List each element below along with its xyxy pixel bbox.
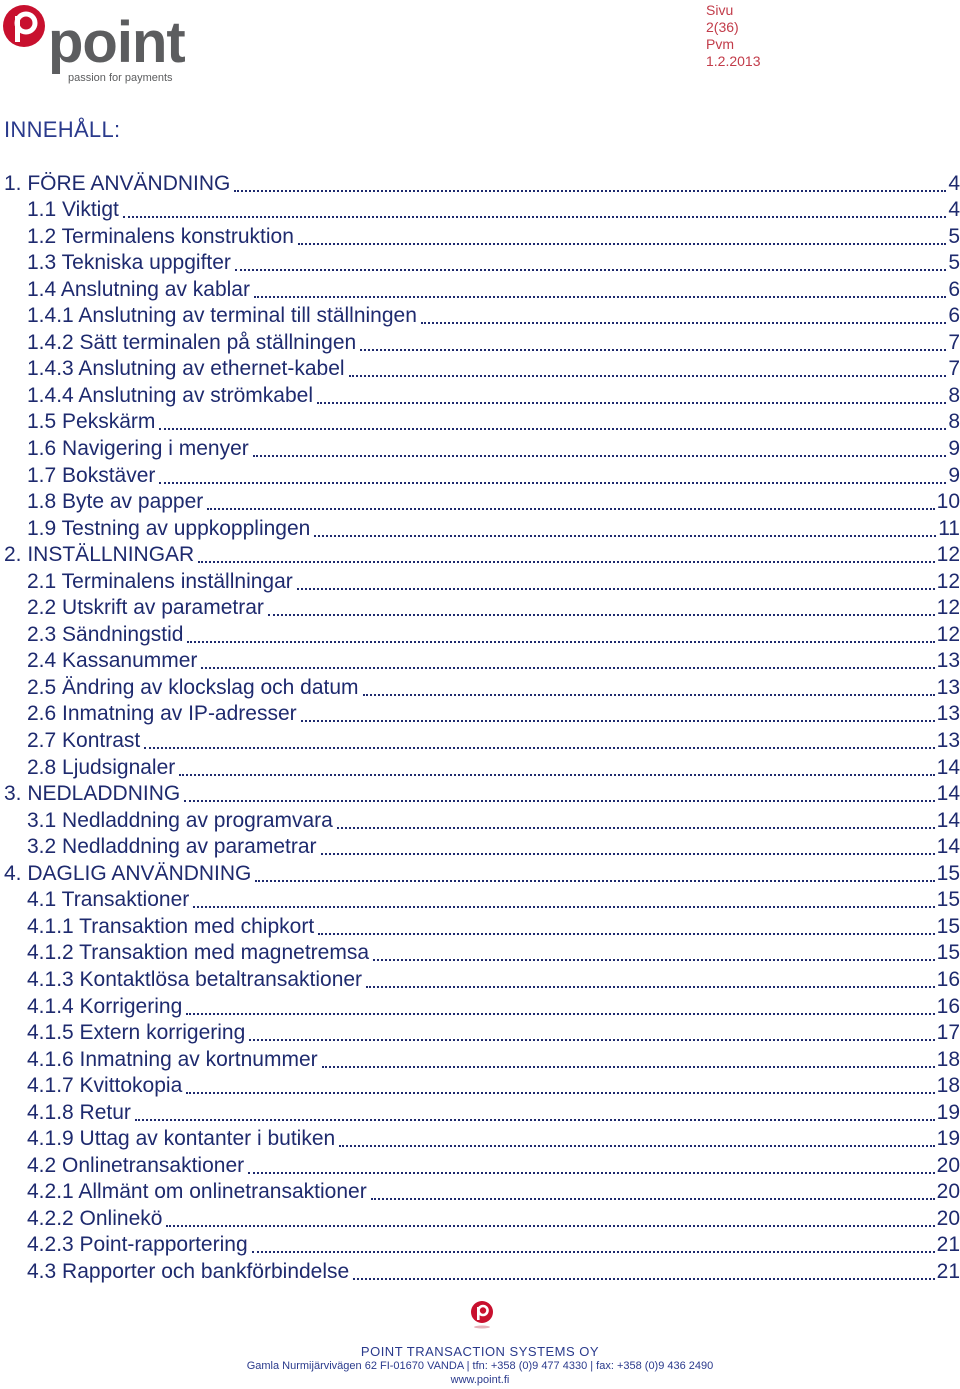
toc-entry-page: 15 — [936, 941, 960, 965]
toc-leader-dots — [179, 774, 934, 776]
point-logo-icon — [2, 4, 50, 52]
toc-leader-dots — [198, 561, 934, 563]
toc-entry-page: 20 — [936, 1180, 960, 1204]
toc-entry-page: 9 — [948, 463, 960, 487]
toc-entry-label: 2.6 Inmatning av IP-adresser — [27, 702, 297, 726]
toc-entry-page: 12 — [936, 543, 960, 567]
toc-leader-dots — [371, 1198, 935, 1200]
toc-entry-page: 15 — [936, 914, 960, 938]
toc-entry-page: 9 — [948, 437, 960, 461]
toc-leader-dots — [248, 1172, 935, 1174]
toc-entry-page: 16 — [936, 994, 960, 1018]
toc-entry-label: 1.5 Pekskärm — [27, 410, 156, 434]
toc-entry[interactable] — [4, 913, 960, 940]
toc-leader-dots — [349, 375, 947, 377]
toc-entry-label: 4.1.7 Kvittokopia — [27, 1074, 183, 1098]
toc-entry-label: 1.4 Anslutning av kablar — [27, 277, 250, 301]
toc-entry-page: 5 — [948, 224, 960, 248]
toc-leader-dots — [184, 800, 934, 802]
toc-entry-page: 7 — [948, 330, 960, 354]
toc-entry[interactable] — [4, 807, 960, 834]
toc-leader-dots — [135, 1119, 935, 1121]
toc-leader-dots — [166, 1225, 934, 1227]
toc-leader-dots — [253, 455, 947, 457]
toc-entry-label: 4.2.3 Point-rapportering — [27, 1233, 248, 1257]
footer-company: POINT TRANSACTION SYSTEMS OY — [360, 1344, 600, 1359]
toc-entry-label: 2.2 Utskrift av parametrar — [27, 596, 264, 620]
toc-entry[interactable] — [4, 1179, 960, 1206]
toc-leader-dots — [421, 322, 946, 324]
toc-entry[interactable] — [4, 1205, 960, 1232]
toc-entry-label: 1.8 Byte av papper — [27, 490, 204, 514]
toc-entry-label: 4.2 Onlinetransaktioner — [27, 1153, 245, 1177]
toc-entry-label: 4.2.1 Allmänt om onlinetransaktioner — [27, 1180, 367, 1204]
toc-entry-page: 12 — [936, 596, 960, 620]
toc-entry[interactable] — [4, 887, 960, 914]
toc-entry-label: 4.1.2 Transaktion med magnetremsa — [27, 941, 370, 965]
toc-leader-dots — [186, 1092, 934, 1094]
toc-entry[interactable] — [4, 993, 960, 1020]
company-logo — [2, 4, 202, 84]
toc-entry-label: 4.1.6 Inmatning av kortnummer — [27, 1047, 318, 1071]
toc-entry-label: 1.2 Terminalens konstruktion — [27, 224, 294, 248]
toc-entry[interactable] — [4, 727, 960, 754]
toc-entry-page: 14 — [936, 835, 960, 859]
toc-leader-dots — [193, 906, 934, 908]
toc-leader-dots — [254, 296, 946, 298]
toc-entry-page: 14 — [936, 755, 960, 779]
toc-entry-label: 3. NEDLADDNING — [4, 782, 181, 806]
toc-entry-label: 4.1.5 Extern korrigering — [27, 1021, 246, 1045]
toc-entry-page: 14 — [936, 782, 960, 806]
toc-entry-label: 1.4.4 Anslutning av strömkabel — [27, 383, 314, 407]
toc-entry[interactable] — [4, 648, 960, 675]
toc-entry[interactable] — [4, 170, 960, 197]
toc-entry[interactable] — [4, 1258, 960, 1285]
toc-entry-label: 4. DAGLIG ANVÄNDNING — [4, 861, 252, 885]
toc-leader-dots — [301, 720, 935, 722]
toc-entry-page: 4 — [948, 198, 960, 222]
toc-entry-page: 4 — [948, 171, 960, 195]
toc-leader-dots — [235, 269, 946, 271]
toc-leader-dots — [360, 349, 946, 351]
toc-entry-page: 21 — [936, 1259, 960, 1283]
logo-tagline: passion for payments — [68, 72, 173, 84]
toc-entry[interactable] — [4, 1020, 960, 1047]
toc-entry[interactable] — [4, 303, 960, 330]
toc-entry[interactable] — [4, 1099, 960, 1126]
toc-leader-dots — [123, 216, 946, 218]
toc-entry-label: 1.6 Navigering i menyer — [27, 437, 249, 461]
toc-entry-label: 2.4 Kassanummer — [27, 649, 198, 673]
toc-entry-page: 13 — [936, 675, 960, 699]
toc-entry-page: 12 — [936, 569, 960, 593]
toc-entry[interactable] — [4, 542, 960, 569]
page-meta — [706, 2, 761, 70]
toc-entry-page: 8 — [948, 383, 960, 407]
toc-leader-dots — [353, 1278, 934, 1280]
toc-entry[interactable] — [4, 834, 960, 861]
toc-entry-page: 18 — [936, 1047, 960, 1071]
toc-entry-label: 2. INSTÄLLNINGAR — [4, 543, 195, 567]
toc-entry-label: 1.7 Bokstäver — [27, 463, 156, 487]
toc-leader-dots — [314, 535, 936, 537]
toc-leader-dots — [234, 190, 946, 192]
toc-leader-dots — [207, 508, 934, 510]
toc-entry-page: 19 — [936, 1127, 960, 1151]
toc-entry[interactable] — [4, 515, 960, 542]
page-label: Sivu — [706, 2, 734, 18]
toc-entry-label: 2.5 Ändring av klockslag och datum — [27, 675, 359, 699]
toc-entry-page: 7 — [948, 357, 960, 381]
toc-entry[interactable] — [4, 860, 960, 887]
footer-website: www.point.fi — [450, 1374, 510, 1386]
toc-entry[interactable] — [4, 568, 960, 595]
toc-entry[interactable] — [4, 223, 960, 250]
toc-entry-label: 3.1 Nedladdning av programvara — [27, 808, 333, 832]
toc-leader-dots — [159, 428, 946, 430]
toc-entry-page: 10 — [936, 490, 960, 514]
toc-entry[interactable] — [4, 250, 960, 277]
toc-leader-dots — [144, 747, 934, 749]
toc-entry-page: 15 — [936, 861, 960, 885]
toc-entry-label: 2.1 Terminalens inställningar — [27, 569, 293, 593]
toc-leader-dots — [317, 402, 946, 404]
toc-entry-page: 15 — [936, 888, 960, 912]
toc-entry-label: 4.1.8 Retur — [27, 1100, 131, 1124]
toc-entry[interactable] — [4, 940, 960, 967]
toc-entry-page: 13 — [936, 729, 960, 753]
toc-entry-page: 8 — [948, 410, 960, 434]
toc-entry[interactable] — [4, 329, 960, 356]
toc-leader-dots — [252, 1251, 935, 1253]
toc-entry-page: 6 — [948, 304, 960, 328]
toc-entry-label: 4.1 Transaktioner — [27, 888, 190, 912]
toc-leader-dots — [187, 641, 934, 643]
toc-entry-page: 11 — [938, 516, 960, 540]
toc-entry[interactable] — [4, 966, 960, 993]
toc-leader-dots — [373, 959, 935, 961]
toc-entry-label: 1. FÖRE ANVÄNDNING — [4, 171, 231, 195]
toc-entry[interactable] — [4, 1073, 960, 1100]
toc-entry-page: 18 — [936, 1074, 960, 1098]
toc-entry-page: 19 — [936, 1100, 960, 1124]
table-of-contents — [4, 170, 960, 1285]
page-number: 2(36) — [706, 19, 739, 35]
toc-entry-page: 12 — [936, 622, 960, 646]
toc-entry[interactable] — [4, 674, 960, 701]
toc-entry-label: 1.4.3 Anslutning av ethernet-kabel — [27, 357, 345, 381]
toc-leader-dots — [159, 482, 946, 484]
footer-point-logo-icon — [469, 1300, 495, 1330]
toc-entry[interactable] — [4, 621, 960, 648]
toc-entry-page: 5 — [948, 251, 960, 275]
toc-entry-label: 2.7 Kontrast — [27, 729, 141, 753]
toc-entry[interactable] — [4, 489, 960, 516]
logo-wordmark: point — [48, 10, 185, 75]
document-date: 1.2.2013 — [706, 53, 761, 69]
toc-leader-dots — [337, 827, 935, 829]
toc-entry-label: 2.3 Sändningstid — [27, 622, 184, 646]
toc-entry-page: 21 — [936, 1233, 960, 1257]
toc-leader-dots — [255, 880, 934, 882]
toc-entry-label: 1.4.2 Sätt terminalen på ställningen — [27, 330, 357, 354]
footer-address: Gamla Nurmijärvivägen 62 FI-01670 VANDA | tfn: +358 (0)9 477 4330 | fax: +358 (0)9 436 2490 — [246, 1360, 714, 1372]
toc-leader-dots — [186, 1013, 934, 1015]
toc-title: INNEHÅLL: — [4, 117, 121, 142]
toc-entry-page: 14 — [936, 808, 960, 832]
toc-leader-dots — [339, 1145, 934, 1147]
toc-entry[interactable] — [4, 754, 960, 781]
toc-entry-label: 4.2.2 Onlinekö — [27, 1206, 163, 1230]
toc-entry[interactable] — [4, 1126, 960, 1153]
toc-entry-page: 17 — [936, 1021, 960, 1045]
toc-leader-dots — [297, 588, 935, 590]
toc-entry[interactable] — [4, 356, 960, 383]
toc-entry[interactable] — [4, 1232, 960, 1259]
toc-entry-label: 4.3 Rapporter och bankförbindelse — [27, 1259, 350, 1283]
toc-entry[interactable] — [4, 435, 960, 462]
toc-entry-page: 13 — [936, 649, 960, 673]
page-footer — [0, 1345, 960, 1387]
toc-leader-dots — [201, 667, 934, 669]
toc-entry[interactable] — [4, 197, 960, 224]
toc-entry[interactable] — [4, 462, 960, 489]
toc-entry-page: 13 — [936, 702, 960, 726]
toc-entry-label: 4.1.9 Uttag av kontanter i butiken — [27, 1127, 336, 1151]
toc-leader-dots — [318, 933, 934, 935]
toc-entry[interactable] — [4, 595, 960, 622]
toc-leader-dots — [366, 986, 935, 988]
toc-entry-label: 3.2 Nedladdning av parametrar — [27, 835, 317, 859]
toc-entry-page: 20 — [936, 1153, 960, 1177]
date-label: Pvm — [706, 36, 734, 52]
toc-entry-label: 2.8 Ljudsignaler — [27, 755, 176, 779]
toc-entry[interactable] — [4, 1046, 960, 1073]
toc-entry-label: 4.1.3 Kontaktlösa betaltransaktioner — [27, 967, 363, 991]
toc-leader-dots — [321, 853, 935, 855]
toc-entry-label: 1.1 Viktigt — [27, 198, 119, 222]
toc-entry-page: 16 — [936, 967, 960, 991]
toc-entry-label: 1.4.1 Anslutning av terminal till ställningen — [27, 304, 417, 328]
toc-entry[interactable] — [4, 701, 960, 728]
toc-leader-dots — [298, 243, 946, 245]
toc-entry-page: 20 — [936, 1206, 960, 1230]
toc-entry[interactable] — [4, 409, 960, 436]
toc-leader-dots — [322, 1066, 935, 1068]
toc-entry-label: 4.1.1 Transaktion med chipkort — [27, 914, 315, 938]
toc-entry[interactable] — [4, 781, 960, 808]
toc-entry[interactable] — [4, 382, 960, 409]
toc-leader-dots — [249, 1039, 934, 1041]
toc-leader-dots — [363, 694, 935, 696]
toc-entry-label: 1.9 Testning av uppkopplingen — [27, 516, 311, 540]
toc-entry-page: 6 — [948, 277, 960, 301]
toc-entry[interactable] — [4, 276, 960, 303]
toc-entry-label: 1.3 Tekniska uppgifter — [27, 251, 231, 275]
toc-entry-label: 4.1.4 Korrigering — [27, 994, 183, 1018]
toc-leader-dots — [268, 614, 935, 616]
toc-entry[interactable] — [4, 1152, 960, 1179]
